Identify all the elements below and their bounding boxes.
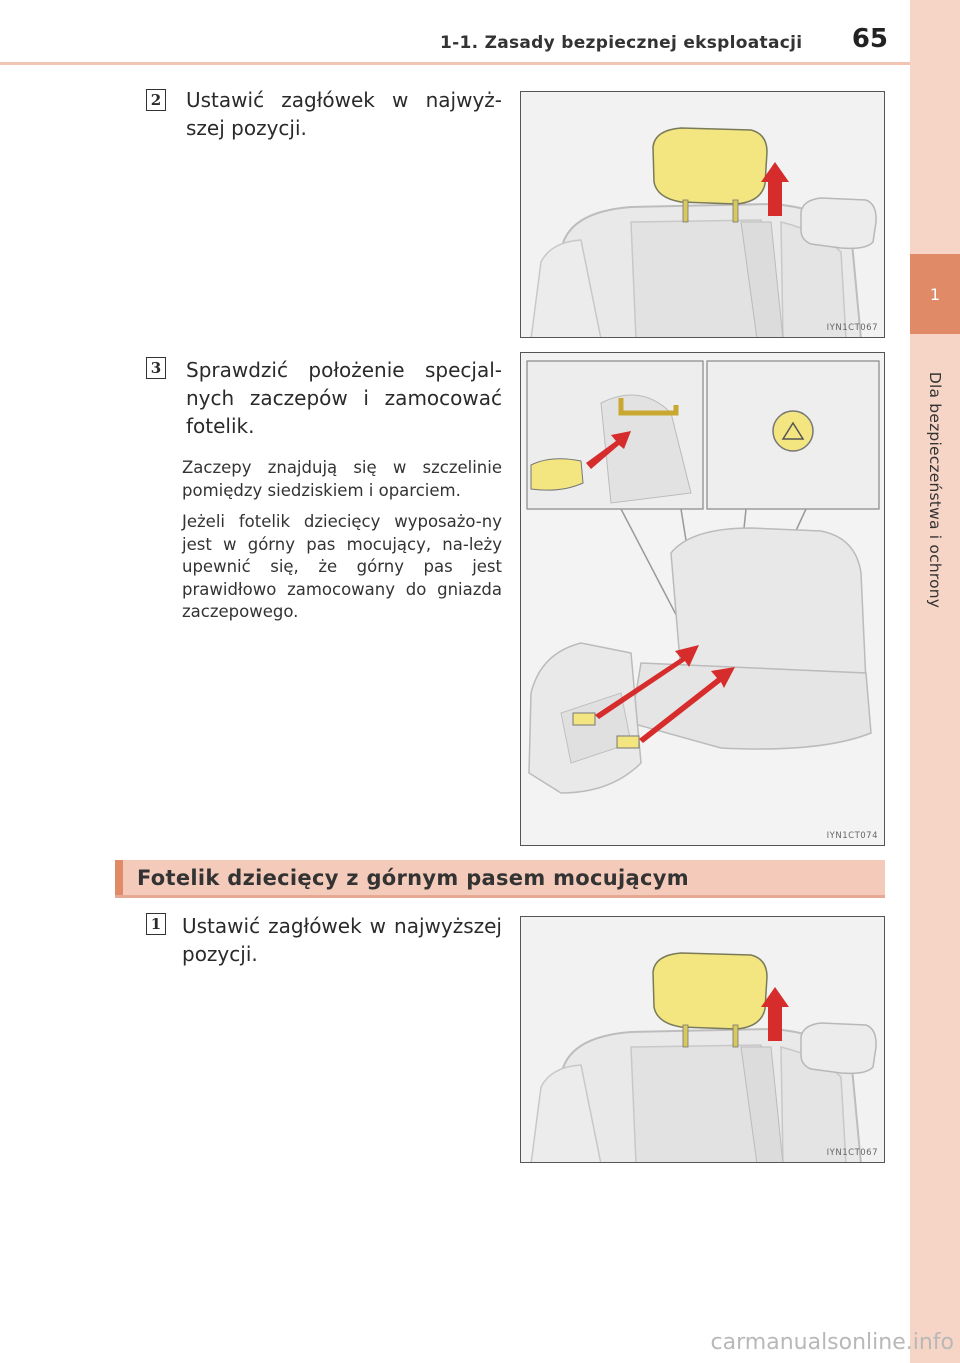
note-paragraph: Jeżeli fotelik dziecięcy wyposażo-ny jest w górny pas mocujący, na-leży upewnić się, że górny pas jest prawidłowo zamocowany do gniazda zaczepowego. [182, 512, 502, 621]
figure-code: IYN1CT074 [826, 831, 878, 841]
figure-code: IYN1CT067 [826, 1148, 878, 1158]
header-divider [0, 62, 910, 65]
step-instruction: Ustawić zagłówek w najwyższej pozycji. [182, 914, 502, 966]
step-notes [182, 457, 502, 633]
note-paragraph: Zaczepy znajdują się w szczelinie pomiędzy siedziskiem i oparciem. [182, 458, 502, 500]
section-heading: Fotelik dziecięcy z górnym pasem mocującym [137, 866, 689, 890]
step-badge: 3 [146, 357, 166, 379]
section-title: 1-1. Zasady bezpiecznej eksploatacji [440, 33, 803, 53]
step-badge: 1 [146, 913, 166, 935]
chapter-number: 1 [929, 284, 941, 304]
step-instruction: Sprawdzić położenie specjal-nych zaczepów i zamocować fotelik. [186, 358, 502, 438]
isofix-anchor-illustration [520, 352, 885, 846]
chapter-sidebar [910, 0, 960, 1363]
headrest-raise-illustration [520, 916, 885, 1163]
chapter-tab[interactable] [910, 254, 960, 334]
page-number: 65 [851, 24, 888, 54]
chapter-title: Dla bezpieczeństwa i ochrony [926, 371, 944, 609]
step-badge: 2 [146, 89, 166, 111]
watermark: carmanualsonline.info [710, 1330, 954, 1355]
section-heading-bar [115, 860, 885, 898]
step-instruction: Ustawić zagłówek w najwyż-szej pozycji. [186, 88, 502, 140]
figure-code: IYN1CT067 [826, 323, 878, 333]
headrest-raise-illustration [520, 91, 885, 338]
